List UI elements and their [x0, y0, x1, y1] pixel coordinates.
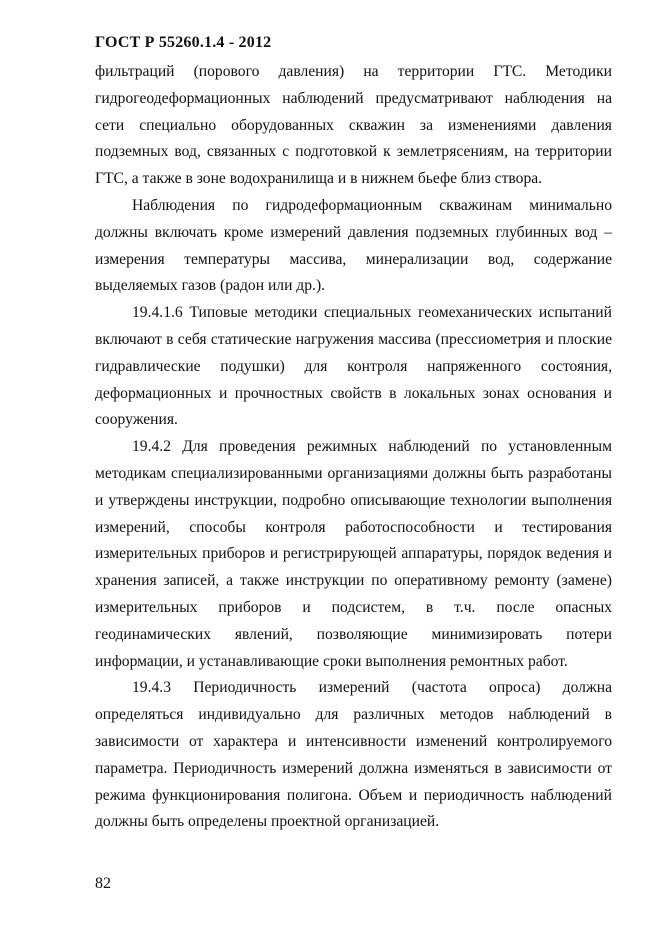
paragraph-1: фильтраций (порового давления) на территории ГТС. Методики гидрогеодеформационных наблюдений предусматривают наблюдения на сети специально оборудованных скважин за изменениями давления подземных вод, связанных с подготовкой к землетрясениям, на территории ГТС, а также в зоне водохранилища и в нижнем бьефе близ створа.	[95, 63, 612, 188]
paragraph-2: Наблюдения по гидродеформационным скважинам минимально должны включать кроме измерений давления подземных глубинных вод – измерения температуры массива, минерализации вод, содержание выделяемых газов (радон или др.).	[95, 196, 612, 295]
body-text	[95, 59, 612, 836]
page-number: 82	[95, 875, 111, 892]
paragraph-5: 19.4.3 Периодичность измерений (частота опроса) должна определяться индивидуально для различных методов наблюдений в зависимости от характера и интенсивности изменений контролируемого параметра. Периодичность измерений должна изменяться в зависимости от режима функционирования полигона. Объем и периодичность наблюдений должны быть определены проектной организацией.	[95, 679, 612, 831]
document-header: ГОСТ Р 55260.1.4 - 2012	[95, 34, 272, 51]
paragraph-3: 19.4.1.6 Типовые методики специальных геомеханических испытаний включают в себя статические нагружения массива (прессиометрия и плоские гидравлические подушки) для контроля напряженного состояния, деформационных и прочностных свойств в локальных зонах основания и сооружения.	[95, 304, 612, 429]
paragraph-4: 19.4.2 Для проведения режимных наблюдений по установленным методикам специализированными организациями должны быть разработаны и утверждены инструкции, подробно описывающие технологии выполнения измерений, способы контроля работоспособности и тестирования измерительных приборов и регистрирующей аппаратуры, порядок ведения и хранения записей, а также инструкции по оперативному ремонту (замене) измерительных приборов и подсистем, в т.ч. после опасных геодинамических явлений, позволяющие минимизировать потери информации, и устанавливающие сроки выполнения ремонтных работ.	[95, 438, 612, 670]
